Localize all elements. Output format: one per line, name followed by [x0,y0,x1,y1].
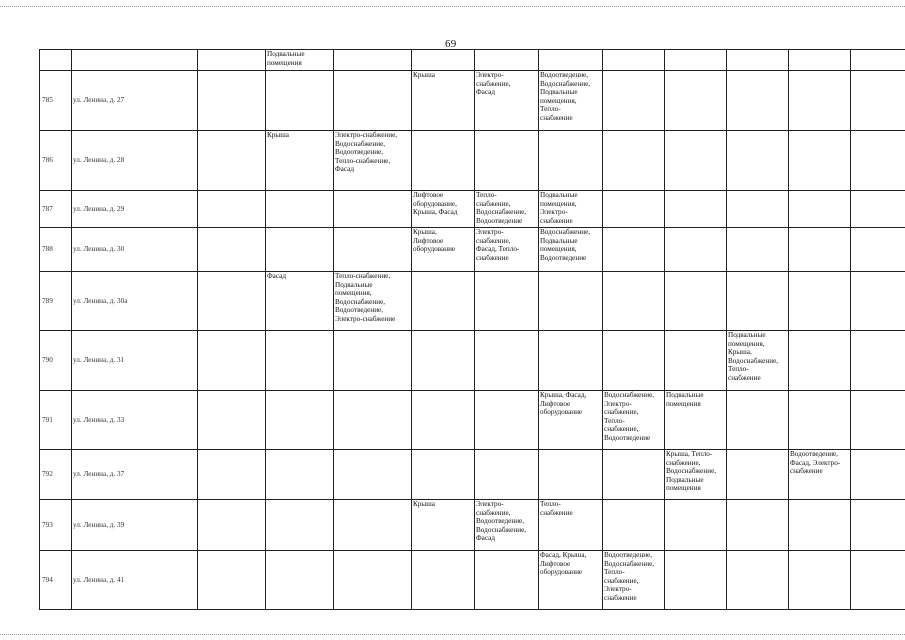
work-cell [266,450,334,500]
work-cell [475,331,539,391]
scan-edge-bottom [0,634,905,635]
work-cell [789,391,851,450]
work-cell [475,391,539,450]
work-cell [665,500,727,551]
work-cell [266,551,334,610]
work-cell [789,331,851,391]
work-cell [266,331,334,391]
header-cell [789,50,851,71]
work-cell [789,272,851,331]
work-cell [851,191,905,228]
table-row [40,71,905,131]
table-row [40,391,905,450]
row-number: 794 [40,551,72,610]
row-address: ул. Ленина, д. 33 [72,391,198,450]
work-cell [789,228,851,272]
work-cell [539,331,603,391]
work-cell [603,71,665,131]
work-cell [727,272,789,331]
work-cell [334,71,412,131]
work-cell [412,391,475,450]
row-number: 792 [40,450,72,500]
work-cell [198,331,266,391]
work-cell [334,500,412,551]
work-cell [539,131,603,191]
work-cell [727,551,789,610]
work-cell: Водоотведение, Водоснабжение, Подвальные помещения, Тепло- снабжение [539,71,603,131]
header-cell: Подвальные помещения [266,50,334,71]
work-cell [603,228,665,272]
header-cell [603,50,665,71]
work-cell [789,131,851,191]
work-cell: Электро- снабжение, Водоотведение, Водоснабжение, Фасад [475,500,539,551]
work-cell: Крыша, Фасад, Лифтовое оборудование [539,391,603,450]
work-cell [789,71,851,131]
table-row [40,450,905,500]
header-cell [198,50,266,71]
work-cell [665,228,727,272]
table-body [40,50,905,610]
work-cell [851,228,905,272]
work-cell: Водоотведение, Водоснабжение, Тепло- снабжение, Электро- снабжение [603,551,665,610]
header-cell [334,50,412,71]
row-address: ул. Ленина, д. 30а [72,272,198,331]
row-number: 789 [40,272,72,331]
work-cell [475,272,539,331]
row-number: 785 [40,71,72,131]
header-cell [412,50,475,71]
header-cell [665,50,727,71]
table-row [40,500,905,551]
work-cell [475,450,539,500]
row-address: ул. Ленина, д. 31 [72,331,198,391]
work-cell: Тепло- снабжение [539,500,603,551]
table-row [40,272,905,331]
work-cell [603,131,665,191]
work-cell [266,391,334,450]
work-cell [665,551,727,610]
work-cell [851,131,905,191]
work-cell [334,450,412,500]
header-cell [475,50,539,71]
work-cell [475,131,539,191]
work-cell [198,551,266,610]
work-cell [851,450,905,500]
work-cell [412,450,475,500]
work-cell [789,551,851,610]
work-cell [665,71,727,131]
work-cell [851,71,905,131]
work-cell [198,391,266,450]
work-cell [851,272,905,331]
work-cell [412,551,475,610]
row-number: 787 [40,191,72,228]
table-row [40,331,905,391]
row-number: 788 [40,228,72,272]
row-address: ул. Ленина, д. 29 [72,191,198,228]
work-cell [266,191,334,228]
work-cell: Водоснабжение, Подвальные помещения, Водоотведение [539,228,603,272]
page-number: 69 [445,38,457,50]
row-number: 790 [40,331,72,391]
work-cell: Подвальные помещения, Крыша, Водоснабжение, Тепло- снабжение [727,331,789,391]
work-cell [727,450,789,500]
work-cell [665,331,727,391]
header-cell [539,50,603,71]
row-number: 786 [40,131,72,191]
work-cell [334,331,412,391]
work-cell [603,331,665,391]
work-cell [851,500,905,551]
work-cell [412,131,475,191]
work-cell [266,228,334,272]
work-cell: Крыша [412,71,475,131]
table-header-row [40,50,905,71]
header-cell [40,50,72,71]
work-cell [851,551,905,610]
work-cell [603,450,665,500]
row-address: ул. Ленина, д. 41 [72,551,198,610]
work-cell [198,450,266,500]
work-cell [727,191,789,228]
row-address: ул. Ленина, д. 37 [72,450,198,500]
work-cell [334,551,412,610]
work-cell: Крыша [266,131,334,191]
work-cell [539,272,603,331]
work-cell [266,500,334,551]
work-cell: Тепло- снабжение, Водоснабжение, Водоотведение [475,191,539,228]
work-cell [266,71,334,131]
table-row [40,551,905,610]
work-cell [727,71,789,131]
scan-edge-top [0,6,905,7]
work-cell: Фасад, Крыша, Лифтовое оборудование [539,551,603,610]
work-cell [851,331,905,391]
work-cell: Крыша, Лифтовое оборудование [412,228,475,272]
register-table [39,49,905,610]
work-cell [198,272,266,331]
work-cell [603,272,665,331]
work-cell [412,272,475,331]
work-cell: Водоотведение, Фасад, Электро- снабжение [789,450,851,500]
work-cell [198,228,266,272]
work-cell: Подвальные помещения, Электро- снабжение [539,191,603,228]
work-cell: Крыша [412,500,475,551]
row-number: 791 [40,391,72,450]
table-row [40,191,905,228]
row-address: ул. Ленина, д. 30 [72,228,198,272]
work-cell [334,228,412,272]
table-row [40,131,905,191]
work-cell: Подвальные помещения [665,391,727,450]
row-address: ул. Ленина, д. 39 [72,500,198,551]
work-cell [727,228,789,272]
work-cell: Электро- снабжение, Фасад [475,71,539,131]
work-cell: Крыша, Тепло- снабжение, Водоснабжение, Подвальные помещения [665,450,727,500]
table-row [40,228,905,272]
header-cell [727,50,789,71]
row-address: ул. Ленина, д. 28 [72,131,198,191]
work-cell [603,191,665,228]
work-cell: Тепло-снабжение, Подвальные помещения, Водоснабжение, Водоотведение, Электро-снабжение [334,272,412,331]
work-cell [198,191,266,228]
work-cell: Водоснабжение, Электро- снабжение, Тепло- снабжение, Водоотведение [603,391,665,450]
work-cell [727,131,789,191]
work-cell [665,191,727,228]
row-number: 793 [40,500,72,551]
work-cell [198,71,266,131]
work-cell [789,191,851,228]
work-cell [334,391,412,450]
work-cell [665,272,727,331]
work-cell [603,500,665,551]
work-cell [198,131,266,191]
work-cell [475,551,539,610]
work-cell [789,500,851,551]
work-cell [412,331,475,391]
work-cell [665,131,727,191]
header-cell [851,50,905,71]
work-cell [334,191,412,228]
work-cell: Электро-снабжение, Водоснабжение, Водоотведение, Тепло-снабжение, Фасад [334,131,412,191]
work-cell: Электро- снабжение, Фасад, Тепло- снабжение [475,228,539,272]
work-cell: Лифтовое оборудование, Крыша, Фасад [412,191,475,228]
work-cell [198,500,266,551]
row-address: ул. Ленина, д. 27 [72,71,198,131]
work-cell: Фасад [266,272,334,331]
work-cell [727,500,789,551]
work-cell [851,391,905,450]
work-cell [727,391,789,450]
header-cell [72,50,198,71]
work-cell [539,450,603,500]
